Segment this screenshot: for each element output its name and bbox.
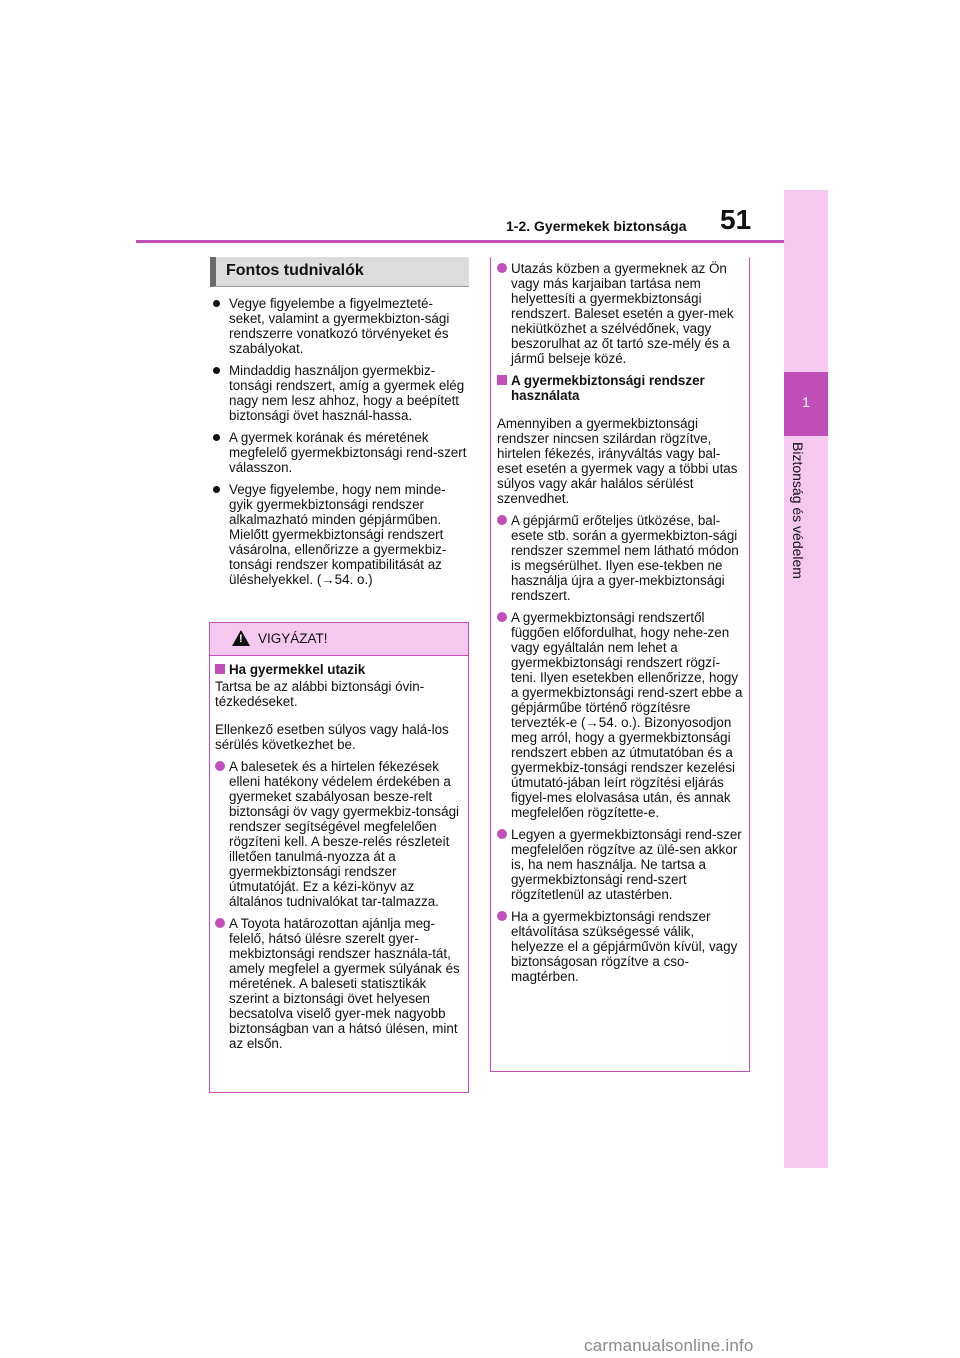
- watermark[interactable]: carmanualsonline.info: [584, 1336, 754, 1355]
- circle-bullet-icon: [497, 515, 507, 525]
- square-bullet-icon: [497, 375, 507, 385]
- caution-item: Legyen a gyermekbiztonsági rend-szer megfelelően rögzítve az ülé-sen akkor is, ha nem használja. Ne tartsa a gyermekbiztonsági rend-szert rögzítetlenül az utastérben.: [497, 827, 745, 902]
- list-item: Mindaddig használjon gyermekbiz-tonsági rendszert, amíg a gyermek elég nagy nem lesz ahhoz, hogy a beépített biztonsági övet használ-hassa.: [211, 363, 467, 423]
- caution-subheading: Ha gyermekkel utazik: [215, 662, 464, 677]
- bullet-icon: [213, 300, 220, 307]
- chapter-number-tab[interactable]: [784, 372, 828, 436]
- warning-triangle-icon: [232, 630, 250, 646]
- page-number: 51: [720, 204, 752, 235]
- caution-intro: Amennyiben a gyermekbiztonsági rendszer nincsen szilárdan rögzítve, hirtelen fékezés, irányváltás vagy bal-eset esetén a gyermek vagy a többi utas súlyos vagy akár halálos sérülést szenvedhet.: [497, 416, 738, 507]
- caution-subheading: A gyermekbiztonsági rendszer használata: [497, 373, 745, 403]
- circle-bullet-icon: [497, 612, 507, 622]
- caution-item: A Toyota határozottan ajánlja meg-felelő, hátsó ülésre szerelt gyer-mekbiztonsági rendszer használa-tát, amely megfelel a gyermek súlyának és méretének. A baleseti statisztikák szerint a biztonsági övet helyesen becsatolva viselő gyer-mek nagyobb biztonságban van a hátsó ülésen, mint az elsőn.: [215, 916, 464, 1051]
- section-title: 1-2. Gyermekek biztonsága: [506, 218, 687, 234]
- circle-bullet-icon: [497, 263, 507, 273]
- side-tab: [784, 190, 828, 1168]
- caution-title: VIGYÁZAT!: [258, 631, 328, 646]
- caution-item: A gyermekbiztonsági rendszertől függően előfordulhat, hogy nehe-zen vagy egyáltalán nem lehet a gyermekbiztonsági rendszert rögzí-teni. Ilyen esetekben ellenőrizze, hogy a gyermekbiztonsági rend-szert ebbe a gépjárműbe történő rögzítésre tervezték-e (→54. o.). Bizonyosodjon meg arról, hogy a gyermekbiztonsági rendszert ebben az útmutatóban és a gyermekbiz-tonsági rendszer kezelési útmutató-jában leírt rögzítési eljárás figyel-mes elolvasása után, és annak megfelelően rögzítette-e.: [497, 610, 745, 820]
- list-item: A gyermek korának és méretének megfelelő gyermekbiztonsági rend-szert válasszon.: [211, 430, 467, 475]
- caution-box-continued: [490, 257, 750, 1072]
- circle-bullet-icon: [215, 761, 225, 771]
- list-item: Vegye figyelembe a figyelmezteté-seket, valamint a gyermekbizton-sági rendszerre vonatkozó törvényeket és szabályokat.: [211, 296, 467, 356]
- caution-intro: Tartsa be az alábbi biztonsági óvin-tézkedéseket.: [215, 679, 425, 709]
- caution-box: [209, 622, 469, 1093]
- left-column: [211, 296, 467, 594]
- header-rule: [136, 240, 784, 243]
- caution-item: A balesetek és a hirtelen fékezések elleni hatékony védelem érdekében a gyermeket szabályosan besze-relt biztonsági öv vagy gyermekbiz-tonsági rendszer segítségével megfelelően rögzíteni kell. A besze-relés részleteit illetően tanulmá-nyozza át a gyermekbiztonsági rendszer útmutatóját. Ez a kézi-könyv az általános tudnivalókat tar-talmazza.: [215, 759, 464, 909]
- caution-header: [210, 623, 468, 656]
- bullet-icon: [213, 486, 220, 493]
- bullet-icon: [213, 434, 220, 441]
- caution-item: Ha a gyermekbiztonsági rendszer eltávolítása szükségessé válik, helyezze el a gépjárművön kívül, vagy biztonságosan rögzítve a cso-magtérben.: [497, 909, 745, 984]
- square-bullet-icon: [215, 664, 225, 674]
- caution-intro-2: Ellenkező esetben súlyos vagy halá-los sérülés következhet be.: [215, 722, 449, 753]
- heading-text: Fontos tudnivalók: [226, 262, 364, 279]
- caution-item: A gépjármű erőteljes ütközése, bal-esete stb. során a gyermekbizton-sági rendszer szemmel nem látható módon is megsérülhet. Ilyen ese-tekben ne használja újra a gyer-mekbiztonsági rendszert.: [497, 513, 745, 603]
- caution-continued-body: [491, 257, 749, 984]
- circle-bullet-icon: [215, 918, 225, 928]
- list-item: Vegye figyelembe, hogy nem minde-gyik gyermekbiztonsági rendszer alkalmazható minden gépjárműben. Mielőtt gyermekbiztonsági rendszert vásárolna, ellenőrizze a gyermekbiz-tonsági rendszer kompatibilitását az üléshelyekkel. (→54. o.): [211, 482, 467, 587]
- caution-body: [210, 656, 468, 1051]
- caution-item: Utazás közben a gyermeknek az Ön vagy más karjaiban tartása nem helyettesíti a gyermekbiztonsági rendszert. Baleset esetén a gyer-mek nekiütközhet a szélvédőnek, vagy beszorulhat az őt tartó sze-mély és a jármű belseje közé.: [497, 261, 745, 366]
- circle-bullet-icon: [497, 911, 507, 921]
- chapter-label: Biztonság és védelem: [790, 442, 806, 579]
- chapter-number: 1: [802, 394, 810, 410]
- circle-bullet-icon: [497, 829, 507, 839]
- bullet-icon: [213, 367, 220, 374]
- important-info-heading: [210, 257, 469, 287]
